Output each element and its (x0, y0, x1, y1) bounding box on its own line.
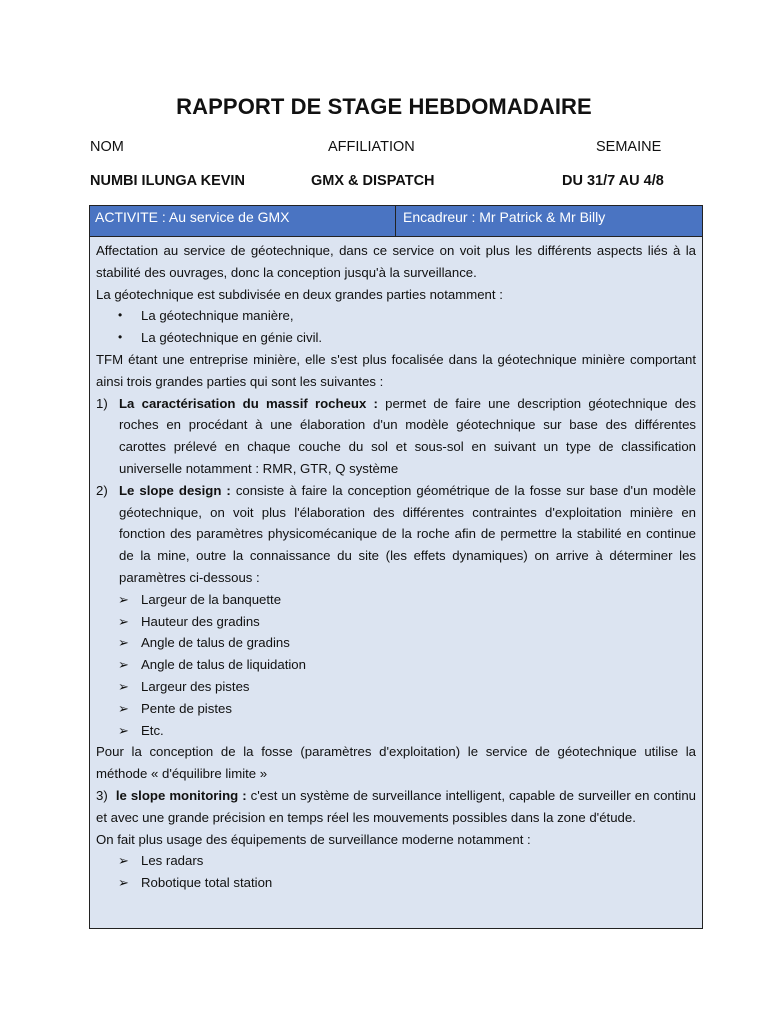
numbered-item-3 (96, 785, 696, 829)
name-label: NOM (90, 139, 124, 155)
item-title: La caractérisation du massif rocheux : (119, 395, 378, 411)
list-item (96, 698, 696, 720)
list-item (96, 611, 696, 633)
geotechnique-parts-list (96, 305, 696, 349)
arrow-icon: ➢ (118, 700, 129, 716)
list-item-text: La géotechnique en génie civil. (141, 330, 323, 346)
report-body (96, 240, 696, 894)
subdivision-paragraph: La géotechnique est subdivisée en deux grandes parties notamment : (96, 286, 503, 302)
item-text: permet de faire une description géotechnique des roches en procédant à une élaboration d'un modèle géotechnique sur base des différentes carottes prélevé en chaque couche du sol et sous-sol en suivant un type de classification universelle notamment : RMR, GTR, Q système (119, 395, 697, 476)
arrow-icon: ➢ (118, 722, 129, 738)
list-item-text: Robotique total station (141, 875, 273, 891)
list-item-text: La géotechnique manière, (141, 308, 294, 324)
supervisor-cell: Encadreur : Mr Patrick & Mr Billy (403, 209, 606, 225)
arrow-icon: ➢ (118, 591, 129, 607)
affiliation-value: GMX & DISPATCH (311, 173, 435, 189)
list-item (96, 589, 696, 611)
list-item (96, 676, 696, 698)
list-item-text: Angle de talus de liquidation (141, 657, 306, 673)
list-item (96, 654, 696, 676)
intro-paragraph: Affectation au service de géotechnique, dans ce service on voit plus les différents aspects liés à la stabilité des ouvrages, donc la conception jusqu'à la surveillance. (96, 243, 696, 280)
list-item (96, 720, 696, 742)
name-value: NUMBI ILUNGA KEVIN (90, 173, 245, 189)
bullet-icon: • (118, 330, 123, 345)
arrow-icon: ➢ (118, 678, 129, 694)
arrow-icon: ➢ (118, 875, 129, 891)
equipment-paragraph: On fait plus usage des équipements de surveillance moderne notamment : (96, 831, 531, 847)
parameters-list (96, 589, 696, 742)
list-item-text: Pente de pistes (141, 700, 232, 716)
week-value: DU 31/7 AU 4/8 (562, 173, 664, 189)
item-title: Le slope design : (119, 482, 231, 498)
list-item (96, 305, 696, 327)
list-item (96, 872, 696, 894)
list-item-text: Les radars (141, 853, 204, 869)
item-text: c'est un système de surveillance intelligent, capable de surveiller en continu et avec une grande précision en temps réel les mouvements possibles dans la zone d'étude. (96, 787, 697, 825)
item-number: 3) (96, 787, 108, 803)
tfm-paragraph: TFM étant une entreprise minière, elle s'est plus focalisée dans la géotechnique minière comportant ainsi trois grandes parties qui sont les suivantes : (96, 351, 696, 389)
method-paragraph: Pour la conception de la fosse (paramètres d'exploitation) le service de géotechnique utilise la méthode « d'équilibre limite » (96, 744, 696, 782)
item-number: 2) (96, 482, 108, 498)
item-text: consiste à faire la conception géométrique de la fosse sur base d'un modèle géotechnique, on voit plus l'élaboration des différentes contraintes d'exploitation minière en fonction des paramètres physicomécanique de la roche afin de permettre la stabilité en continue de la mine, outre la connaissance du site (les effets dynamiques) on arrive à déterminer les paramètres ci-dessous : (119, 482, 697, 585)
item-title: le slope monitoring : (115, 787, 247, 803)
list-item (96, 850, 696, 872)
arrow-icon: ➢ (118, 657, 129, 673)
list-item-text: Hauteur des gradins (141, 613, 260, 629)
list-item (96, 632, 696, 654)
list-item-text: Angle de talus de gradins (141, 635, 290, 651)
arrow-icon: ➢ (118, 613, 129, 629)
affiliation-label: AFFILIATION (328, 139, 415, 155)
arrow-icon: ➢ (118, 635, 129, 651)
list-item-text: Etc. (141, 722, 164, 738)
week-label: SEMAINE (596, 139, 662, 155)
list-item-text: Largeur des pistes (141, 678, 250, 694)
bullet-icon: • (118, 308, 123, 323)
numbered-item-2 (96, 480, 696, 589)
activity-table (89, 205, 703, 929)
numbered-item-1 (96, 393, 696, 480)
arrow-icon: ➢ (118, 853, 129, 869)
table-header-row (90, 206, 702, 237)
list-item (96, 327, 696, 349)
tools-list (96, 850, 696, 894)
list-item-text: Largeur de la banquette (141, 591, 282, 607)
activity-cell: ACTIVITE : Au service de GMX (90, 206, 396, 236)
page-title: RAPPORT DE STAGE HEBDOMADAIRE (176, 94, 592, 119)
item-number: 1) (96, 395, 108, 411)
